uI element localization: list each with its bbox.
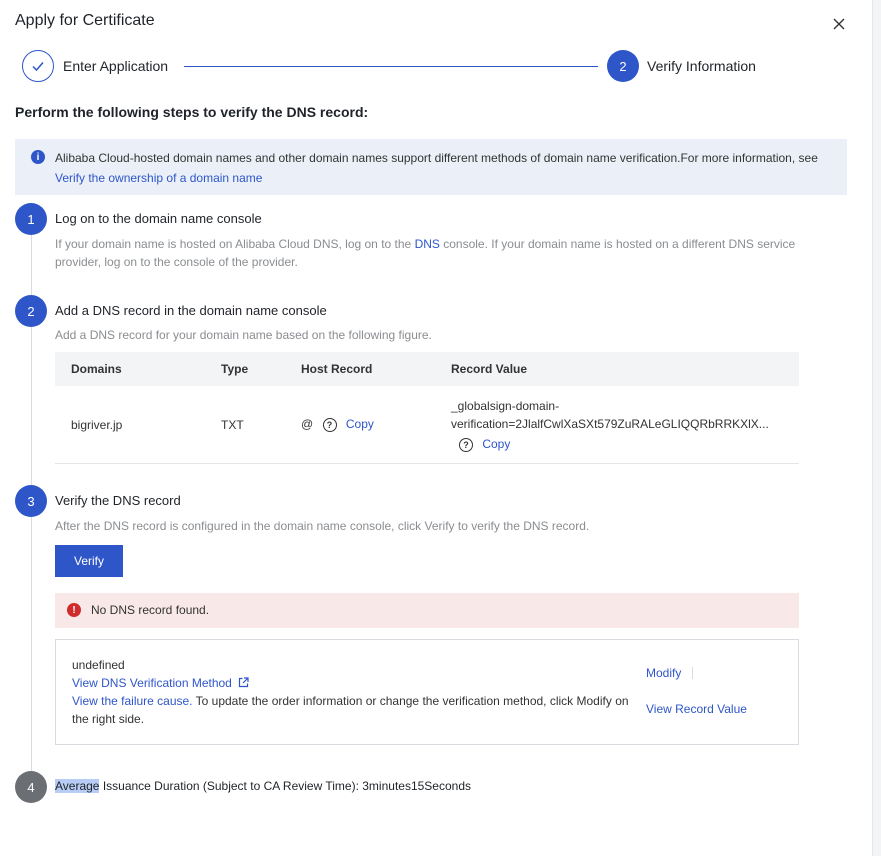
header-domains: Domains: [71, 362, 122, 376]
section-1-desc-text: If your domain name is hosted on Alibaba Cloud DNS, log on to the: [55, 237, 415, 251]
section-3-number: 3: [15, 485, 47, 517]
header-type: Type: [221, 362, 249, 376]
verify-button[interactable]: Verify: [55, 545, 123, 577]
header-record-value: Record Value: [451, 362, 528, 376]
cell-domain: bigriver.jp: [71, 418, 123, 432]
section-1-desc-text-2: console. If your domain name is hosted on a different DNS service provider, log on to the console of the provider.: [55, 237, 796, 269]
section-2-number: 2: [15, 295, 47, 327]
step-1-check-icon: [22, 50, 54, 82]
dns-console-link[interactable]: DNS: [414, 237, 440, 251]
step-2-label: Verify Information: [647, 58, 756, 74]
close-icon[interactable]: [830, 15, 848, 33]
verify-ownership-link[interactable]: Verify the ownership of a domain name: [55, 171, 263, 185]
table-row-divider: [55, 463, 799, 464]
notice-text: Alibaba Cloud-hosted domain names and other domain names support different methods of domain name verification.For more information, see: [55, 151, 818, 165]
section-1-number: 1: [15, 203, 47, 235]
help-icon[interactable]: ?: [459, 438, 473, 452]
link-separator: [692, 667, 693, 679]
step-connector-line: [184, 66, 598, 67]
background-edge: [872, 0, 881, 856]
copy-host-link[interactable]: Copy: [345, 417, 374, 431]
copy-record-value-link[interactable]: Copy: [482, 437, 511, 451]
section-4-number: 4: [15, 771, 47, 803]
section-1-title: Log on to the domain name console: [55, 211, 262, 226]
view-failure-cause-link[interactable]: View the failure cause.: [72, 694, 193, 708]
selected-text: Average: [55, 779, 100, 793]
external-link-icon: [238, 677, 249, 688]
record-value-line1: _globalsign-domain-: [451, 399, 560, 413]
section-3-desc: After the DNS record is configured in the domain name console, click Verify to verify the DNS record.: [55, 519, 590, 533]
error-icon: !: [67, 603, 81, 617]
page-heading: Perform the following steps to verify the DNS record:: [15, 104, 369, 120]
host-value: @: [301, 417, 314, 431]
cell-record-value: [451, 397, 769, 453]
section-3-title: Verify the DNS record: [55, 493, 181, 508]
help-icon[interactable]: ?: [323, 418, 337, 432]
section-2-desc: Add a DNS record for your domain name based on the following figure.: [55, 328, 432, 342]
error-message: No DNS record found.: [91, 603, 210, 617]
section-2-title: Add a DNS record in the domain name console: [55, 303, 327, 318]
issuance-duration: [55, 779, 471, 793]
table-header: [55, 352, 799, 386]
section-1-desc: [55, 235, 815, 271]
step-2-number: 2: [607, 50, 639, 82]
view-dns-method-link[interactable]: View DNS Verification Method: [72, 676, 232, 690]
step-1-label: Enter Application: [63, 58, 169, 74]
dialog-title: Apply for Certificate: [15, 12, 155, 29]
info-undefined: undefined: [72, 658, 125, 672]
record-value-line2: verification=2JlalfCwlXaSXt579ZuRALeGLIQQRbRRKXlX...: [451, 417, 769, 431]
info-icon: i: [31, 150, 45, 164]
info-failure-row: [72, 692, 632, 728]
info-link-row: [72, 674, 249, 692]
record-value-copy: [451, 435, 769, 453]
view-record-value-link[interactable]: View Record Value: [646, 702, 747, 716]
modify-link[interactable]: Modify: [646, 666, 682, 680]
issuance-duration-text: Issuance Duration (Subject to CA Review Time): 3minutes15Seconds: [99, 779, 471, 793]
cell-type: TXT: [221, 418, 244, 432]
info-notice-text: [55, 148, 825, 188]
header-host-record: Host Record: [301, 362, 373, 376]
cell-host: [301, 417, 374, 432]
info-failure-text: To update the order information or change the verification method, click Modify on the right side.: [72, 694, 629, 726]
